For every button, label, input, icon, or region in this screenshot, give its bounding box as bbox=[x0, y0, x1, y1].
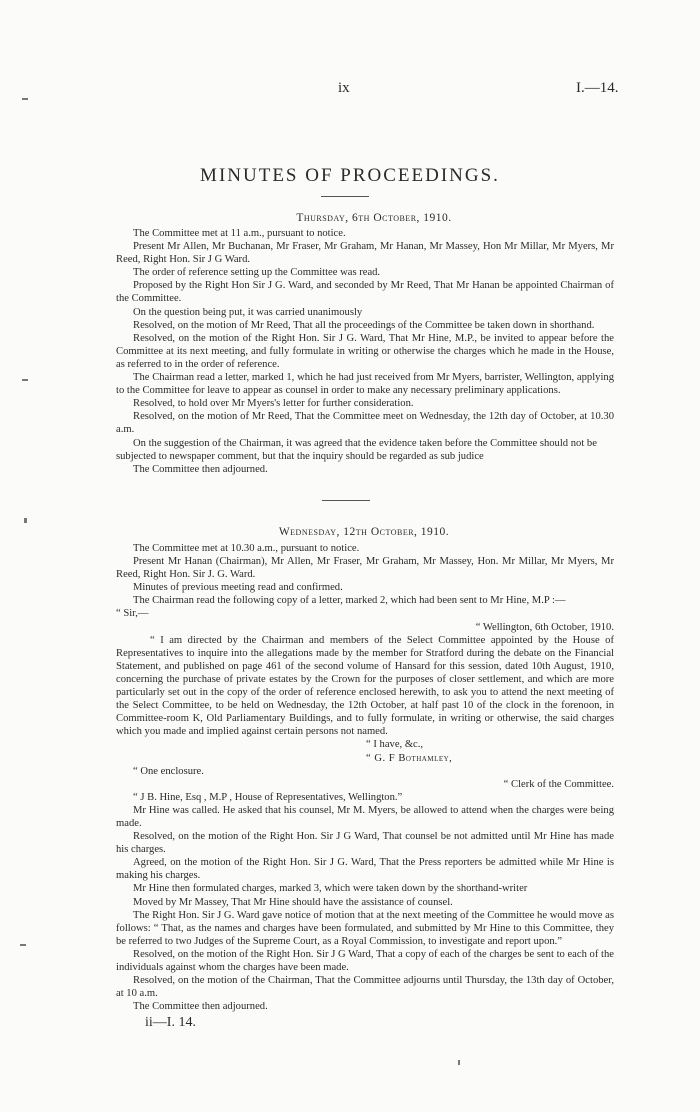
paragraph: The Right Hon. Sir J G. Ward gave notice of motion that at the next meeting of the Committee he would move as follows: “ That, as the names and charges have been formulated, and submitted by Mr Hine to this Committee, they be referred to two Judges of the Supreme Court, as a Royal Commission, to investigate and report upon.” bbox=[116, 909, 614, 947]
paper-reference: I.—14. bbox=[576, 80, 619, 96]
paragraph: Resolved, on the motion of the Right Hon. Sir J G Ward, That a copy of each of the charges be sent to each of the individuals against whom the charges have been made. bbox=[116, 948, 614, 973]
letter-signatory: “ G. F Bothamley, bbox=[366, 752, 453, 764]
meeting-2-minutes bbox=[116, 542, 614, 1013]
paragraph: Agreed, on the motion of the Right Hon. Sir J G. Ward, That the Press reporters be admitted while Mr Hine is making his charges. bbox=[116, 857, 614, 882]
letter-salutation: “ Sir,— bbox=[116, 608, 149, 620]
scan-mark bbox=[24, 518, 27, 523]
paragraph: Minutes of previous meeting read and confirmed. bbox=[133, 582, 343, 594]
paragraph: The Chairman read a letter, marked 1, which he had just received from Mr Myers, barrister, Wellington, applying to the Committee for leave to appear as counsel in order to make any necessary preliminary applications. bbox=[116, 372, 614, 397]
paragraph: The Committee then adjourned. bbox=[133, 463, 268, 475]
paragraph: The order of reference setting up the Committee was read. bbox=[133, 267, 381, 279]
meeting-1-minutes bbox=[116, 227, 614, 476]
paragraph: On the suggestion of the Chairman, it was agreed that the evidence taken before the Committee should not be subjected to newspaper comment, but that the inquiry should be regarded as sub judice bbox=[116, 437, 597, 462]
page-number: ix bbox=[338, 80, 350, 96]
letter-addressee: “ J B. Hine, Esq , M.P , House of Representatives, Wellington.” bbox=[133, 791, 403, 803]
paragraph: Present Mr Allen, Mr Buchanan, Mr Fraser, Mr Graham, Mr Hanan, Mr Massey, Hon Mr Millar, Mr Myers, Mr Reed, Right Hon. Sir J G Ward. bbox=[116, 241, 614, 266]
meeting-2-date: Wednesday, 12th October, 1910. bbox=[278, 526, 450, 538]
paragraph: Resolved, on the motion of Mr Reed, That the Committee meet on Wednesday, the 12th day of October, at 10.30 a.m. bbox=[116, 411, 614, 436]
paragraph: Moved by Mr Massey, That Mr Hine should have the assistance of counsel. bbox=[133, 896, 453, 908]
paragraph: The Committee met at 10.30 a.m., pursuant to notice. bbox=[133, 543, 360, 554]
letter-signatory-title: “ Clerk of the Committee. bbox=[503, 778, 614, 790]
paragraph: The Committee met at 11 a.m., pursuant to notice. bbox=[133, 228, 346, 239]
scan-mark bbox=[22, 379, 28, 381]
paragraph: Resolved, on the motion of the Right Hon. Sir J G. Ward, That Mr Hine, M.P., be invited to appear before the Committee at its next meeting, and fully formulate in writing or otherwise the charges which he made in the House, as referred to in the order of reference. bbox=[116, 332, 614, 370]
section-rule bbox=[322, 500, 370, 501]
document-title: MINUTES OF PROCEEDINGS. bbox=[200, 165, 500, 186]
paragraph: Resolved, to hold over Mr Myers's letter for further consideration. bbox=[133, 398, 414, 410]
letter-enclosure: “ One enclosure. bbox=[133, 765, 204, 777]
paragraph: Mr Hine was called. He asked that his counsel, Mr M. Myers, be allowed to attend when the charges were being made. bbox=[116, 804, 614, 829]
paragraph: On the question being put, it was carried unanimously bbox=[133, 306, 363, 318]
scan-mark bbox=[458, 1060, 460, 1065]
paragraph: Resolved, on the motion of Mr Reed, That all the proceedings of the Committee be taken down in shorthand. bbox=[133, 319, 595, 331]
paragraph: Resolved, on the motion of the Right Hon. Sir J G Ward, That counsel be not admitted until Mr Hine has made his charges. bbox=[116, 831, 614, 856]
paragraph: The Committee then adjourned. bbox=[133, 1001, 268, 1013]
paragraph: Mr Hine then formulated charges, marked 3, which were taken down by the shorthand-writer bbox=[133, 883, 528, 895]
letter-closing: “ I have, &c., bbox=[366, 739, 424, 751]
title-rule bbox=[321, 196, 369, 197]
sheet-reference: ii—I. 14. bbox=[145, 1015, 196, 1030]
paragraph: The Chairman read the following copy of a letter, marked 2, which had been sent to Mr Hine, M.P :— bbox=[133, 595, 566, 607]
meeting-1-date: Thursday, 6th October, 1910. bbox=[296, 212, 452, 224]
letter-body: “ I am directed by the Chairman and members of the Select Committee appointed by the House of Representatives to inquire into the allegations made by the member for Stratford during the debate on the Financial Statement, and published on page 461 of the second volume of Hansard for this session, dated 10th August, 1910, concerning the purchase of private estates by the Crown for the purposes of closer settlement, and which are more particularly set out in the copy of the order of reference enclosed herewith, to ask you to attend the next meeting of the Select Committee, to be held on Wednesday, the 12th October, at half past 10 of the clock in the forenoon, in Committee-room K, Old Parliamentary Buildings, and to fully formulate, in writing or otherwise, the said charges which you made and implied against certain persons not named. bbox=[116, 634, 614, 738]
scan-mark bbox=[20, 944, 26, 946]
paragraph: Present Mr Hanan (Chairman), Mr Allen, Mr Fraser, Mr Graham, Mr Massey, Hon. Mr Millar, Mr Myers, Mr Reed, Right Hon. Sir J. G. Ward. bbox=[116, 556, 614, 581]
letter-place-date: “ Wellington, 6th October, 1910. bbox=[475, 621, 614, 633]
scan-mark bbox=[22, 98, 28, 100]
paragraph: Resolved, on the motion of the Chairman, That the Committee adjourns until Thursday, the 13th day of October, at 10 a.m. bbox=[116, 975, 614, 1000]
paragraph: Proposed by the Right Hon Sir J G. Ward, and seconded by Mr Reed, That Mr Hanan be appointed Chairman of the Committee. bbox=[116, 280, 614, 305]
